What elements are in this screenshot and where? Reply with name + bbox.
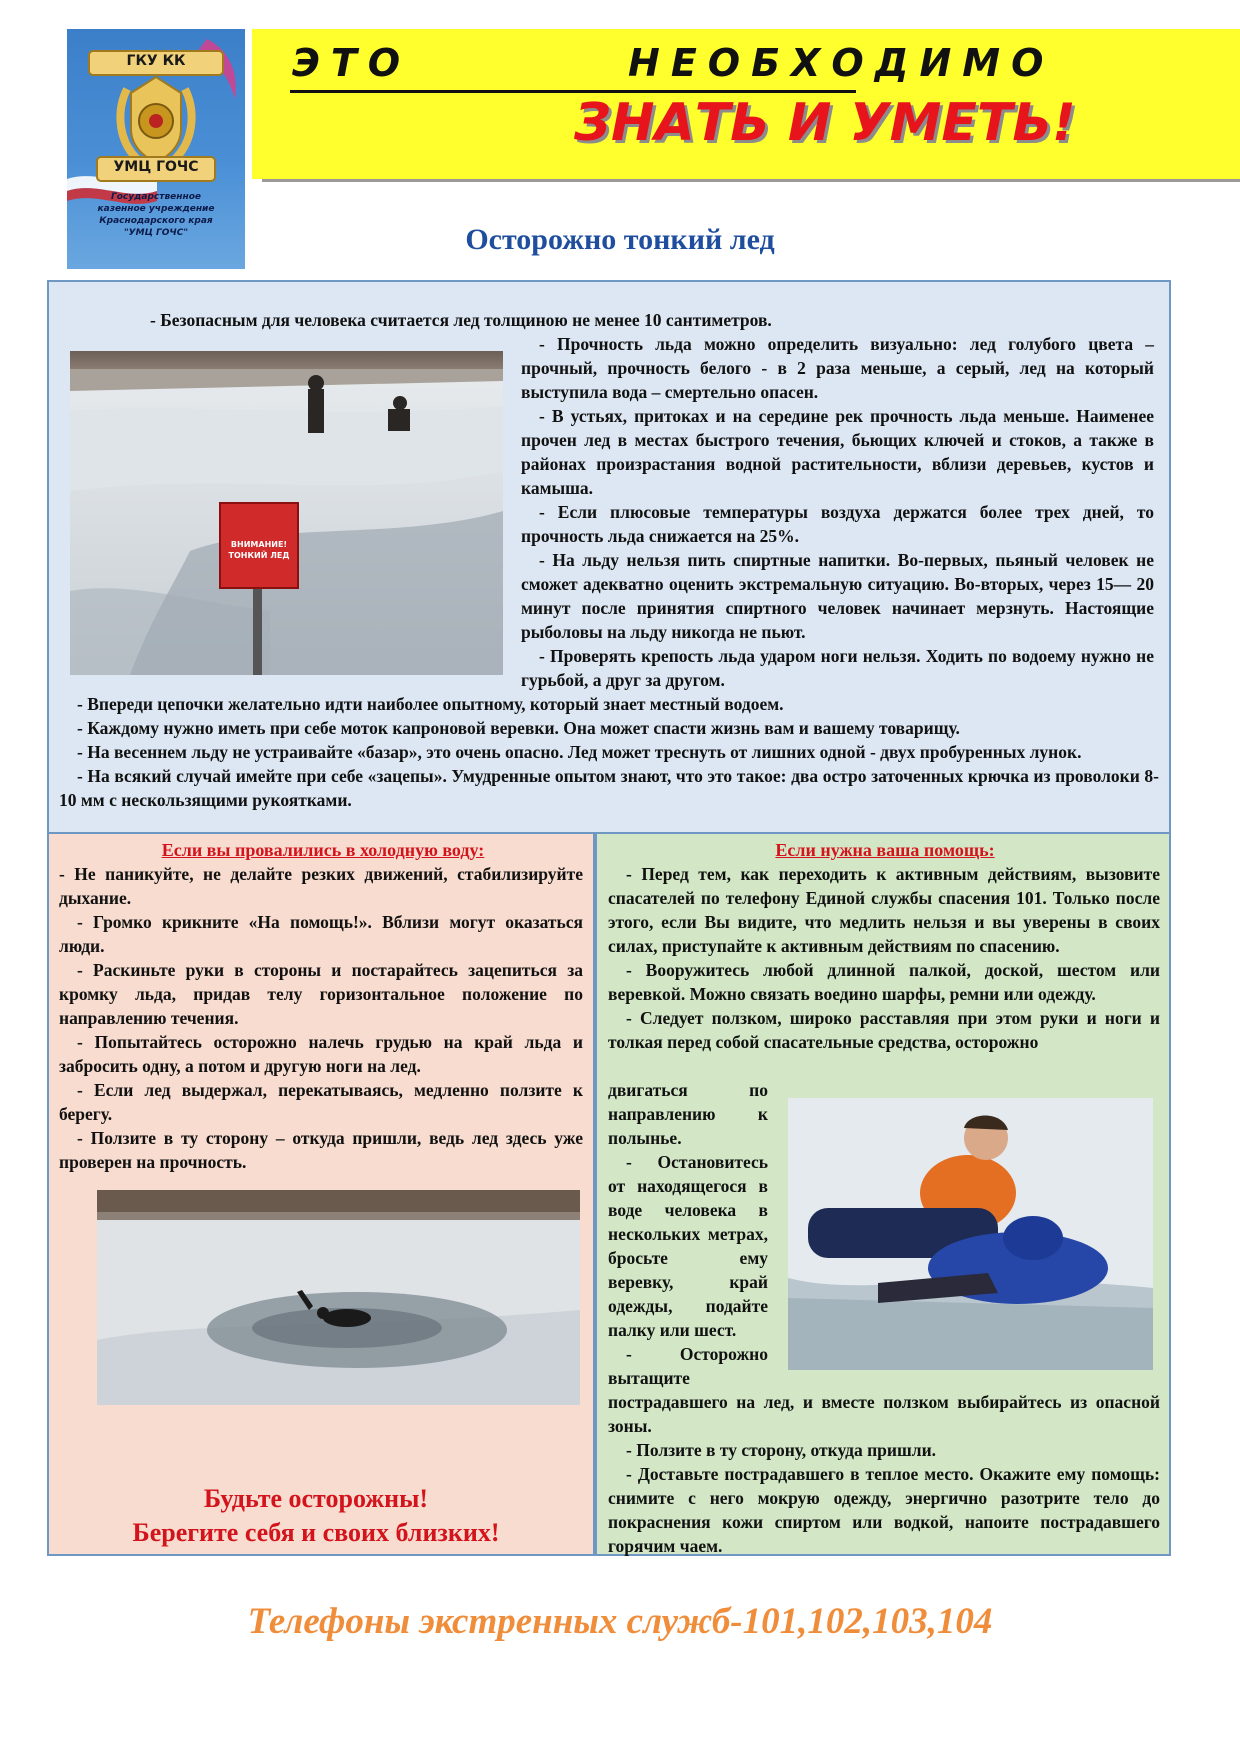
section-heading: Если вы провалились в холодную воду: [161,840,485,860]
fell-through-ice-panel [47,834,595,1556]
paragraph: - Раскиньте руки в стороны и постарайтесь зацепиться за кромку льда, придав телу горизонтальное положение по направлению течения. [59,960,583,1028]
right-column-text [521,332,1154,692]
rescue-instructions-text [608,862,1160,1054]
paragraph: - В устьях, притоках и на середине рек прочность льда меньше. Наименее прочен лед в местах быстрого течения, бьющих ключей и стоков, а также в районах произрастания водной растительности, вблизи деревьев, кустов и камыша. [521,406,1154,498]
rescue-continued-text [608,1390,1160,1558]
paragraph: - Ползите в ту сторону – откуда пришли, ведь лед здесь уже проверен на прочность. [59,1128,583,1172]
self-rescue-text [59,862,583,1174]
paragraph: - Каждому нужно иметь при себе моток капроновой веревки. Она может спасти жизнь вам и вашему товарищу. [77,718,960,738]
sign-text-line: ВНИМАНИЕ! [230,540,288,549]
header-line-2: ЗНАТЬ И УМЕТЬ! [574,93,1076,153]
full-width-text [59,692,1159,812]
warning-line: Берегите себя и своих близких! [132,1518,500,1547]
paragraph: двигаться по направлению к полынье. [608,1080,768,1148]
sign-text-line: ТОНКИЙ ЛЕД [228,551,290,560]
paragraph: - Следует ползком, широко расставляя при этом руки и ноги и толкая перед собой спасательные средства, осторожно [608,1008,1160,1052]
warning-line: Будьте осторожны! [203,1484,429,1513]
paragraph: - На весеннем льду не устраивайте «базар», это очень опасно. Лед может треснуть от лишних одной - двух пробуренных лунок. [77,742,1082,762]
ice-rescue-photo [788,1098,1153,1370]
logo-top-text: ГКУ КК [126,53,186,69]
section-heading: Если нужна ваша помощь: [775,840,995,860]
header-line-1: ЭТО НЕОБХОДИМО [292,41,1055,85]
paragraph: - Если лед выдержал, перекатываясь, медленно ползите к берегу. [59,1080,583,1124]
emergency-phones-footer: Телефоны экстренных служб-101,102,103,104 [247,1601,993,1642]
safety-rules-panel [47,280,1171,834]
paragraph: - Остановитесь от находящегося в воде человека в нескольких метрах, бросьте ему веревку, край одежды, подайте палку или шест. [608,1152,768,1340]
paragraph: - Не паникуйте, не делайте резких движений, стабилизируйте дыхание. [59,864,583,908]
intro-text: - Безопасным для человека считается лед толщиною не менее 10 сантиметров. [150,310,772,330]
logo-bottom-text: УМЦ ГОЧС [113,159,199,175]
paragraph: - Доставьте пострадавшего в теплое место. Окажите ему помощь: снимите с него мокрую одежду, энергично разотрите тело до покраснения кожи спиртом или водкой, напоите пострадавшего горячим чаем. [608,1464,1160,1556]
thin-ice-photo [70,351,503,675]
paragraph: пострадавшего на лед, и вместе ползком выбирайтесь из опасной зоны. [608,1392,1160,1436]
paragraph: - Осторожно вытащите [608,1344,768,1388]
page-title: Осторожно тонкий лед [465,223,775,256]
logo-caption-line: Краснодарского края [99,216,213,226]
paragraph: - Перед тем, как переходить к активным действиям, вызовите спасателей по телефону Единой службы спасения 101. Только после этого, если Вы видите, что медлить нельзя и вы уверены в своих силах, приступайте к активным действиям по спасению. [608,864,1160,956]
help-needed-panel [595,834,1171,1556]
paragraph: - Вооружитесь любой длинной палкой, доской, шестом или веревкой. Можно связать воедино шарфы, ремни или одежду. [608,960,1160,1004]
paragraph: - На льду нельзя пить спиртные напитки. Во-первых, пьяный человек не сможет адекватно оценить экстремальную ситуацию. Во-вторых, через 15— 20 минут после принятия спиртного человек начинает мерзнуть. Настоящие рыболовы на льду никогда не пьют. [521,550,1154,642]
paragraph: - Впереди цепочки желательно идти наиболее опытному, который знает местный водоем. [77,694,784,714]
paragraph: - Если плюсовые температуры воздуха держатся более трех дней, то прочность льда снижается на 25%. [521,502,1154,546]
paragraph: - Громко крикните «На помощь!». Вблизи могут оказаться люди. [59,912,583,956]
narrow-column-text [608,1078,768,1390]
logo-caption-line: "УМЦ ГОЧС" [123,228,189,238]
logo-caption-line: Государственное [111,192,201,202]
paragraph: - Прочность льда можно определить визуально: лед голубого цвета – прочный, прочность белого - в 2 раза меньше, а серый, лед на который выступила вода – смертельно опасен. [521,334,1154,402]
paragraph: - Проверять крепость льда ударом ноги нельзя. Ходить по водоему нужно не гурьбой, а друг за другом. [521,646,1154,690]
paragraph: - Ползите в ту сторону, откуда пришли. [626,1440,937,1460]
header-banner [252,29,1240,179]
warning-text [49,1482,583,1550]
paragraph: - Попытайтесь осторожно налечь грудью на край льда и забросить одну, а потом и другую ноги на лед. [59,1032,583,1076]
logo-caption-line: казенное учреждение [97,204,215,214]
person-in-ice-hole-photo [97,1190,580,1405]
paragraph: - На всякий случай имейте при себе «зацепы». Умудренные опытом знают, что это такое: два остро заточенных крючка из проволоки 8-10 мм с нескользящими рукоятками. [59,766,1159,810]
